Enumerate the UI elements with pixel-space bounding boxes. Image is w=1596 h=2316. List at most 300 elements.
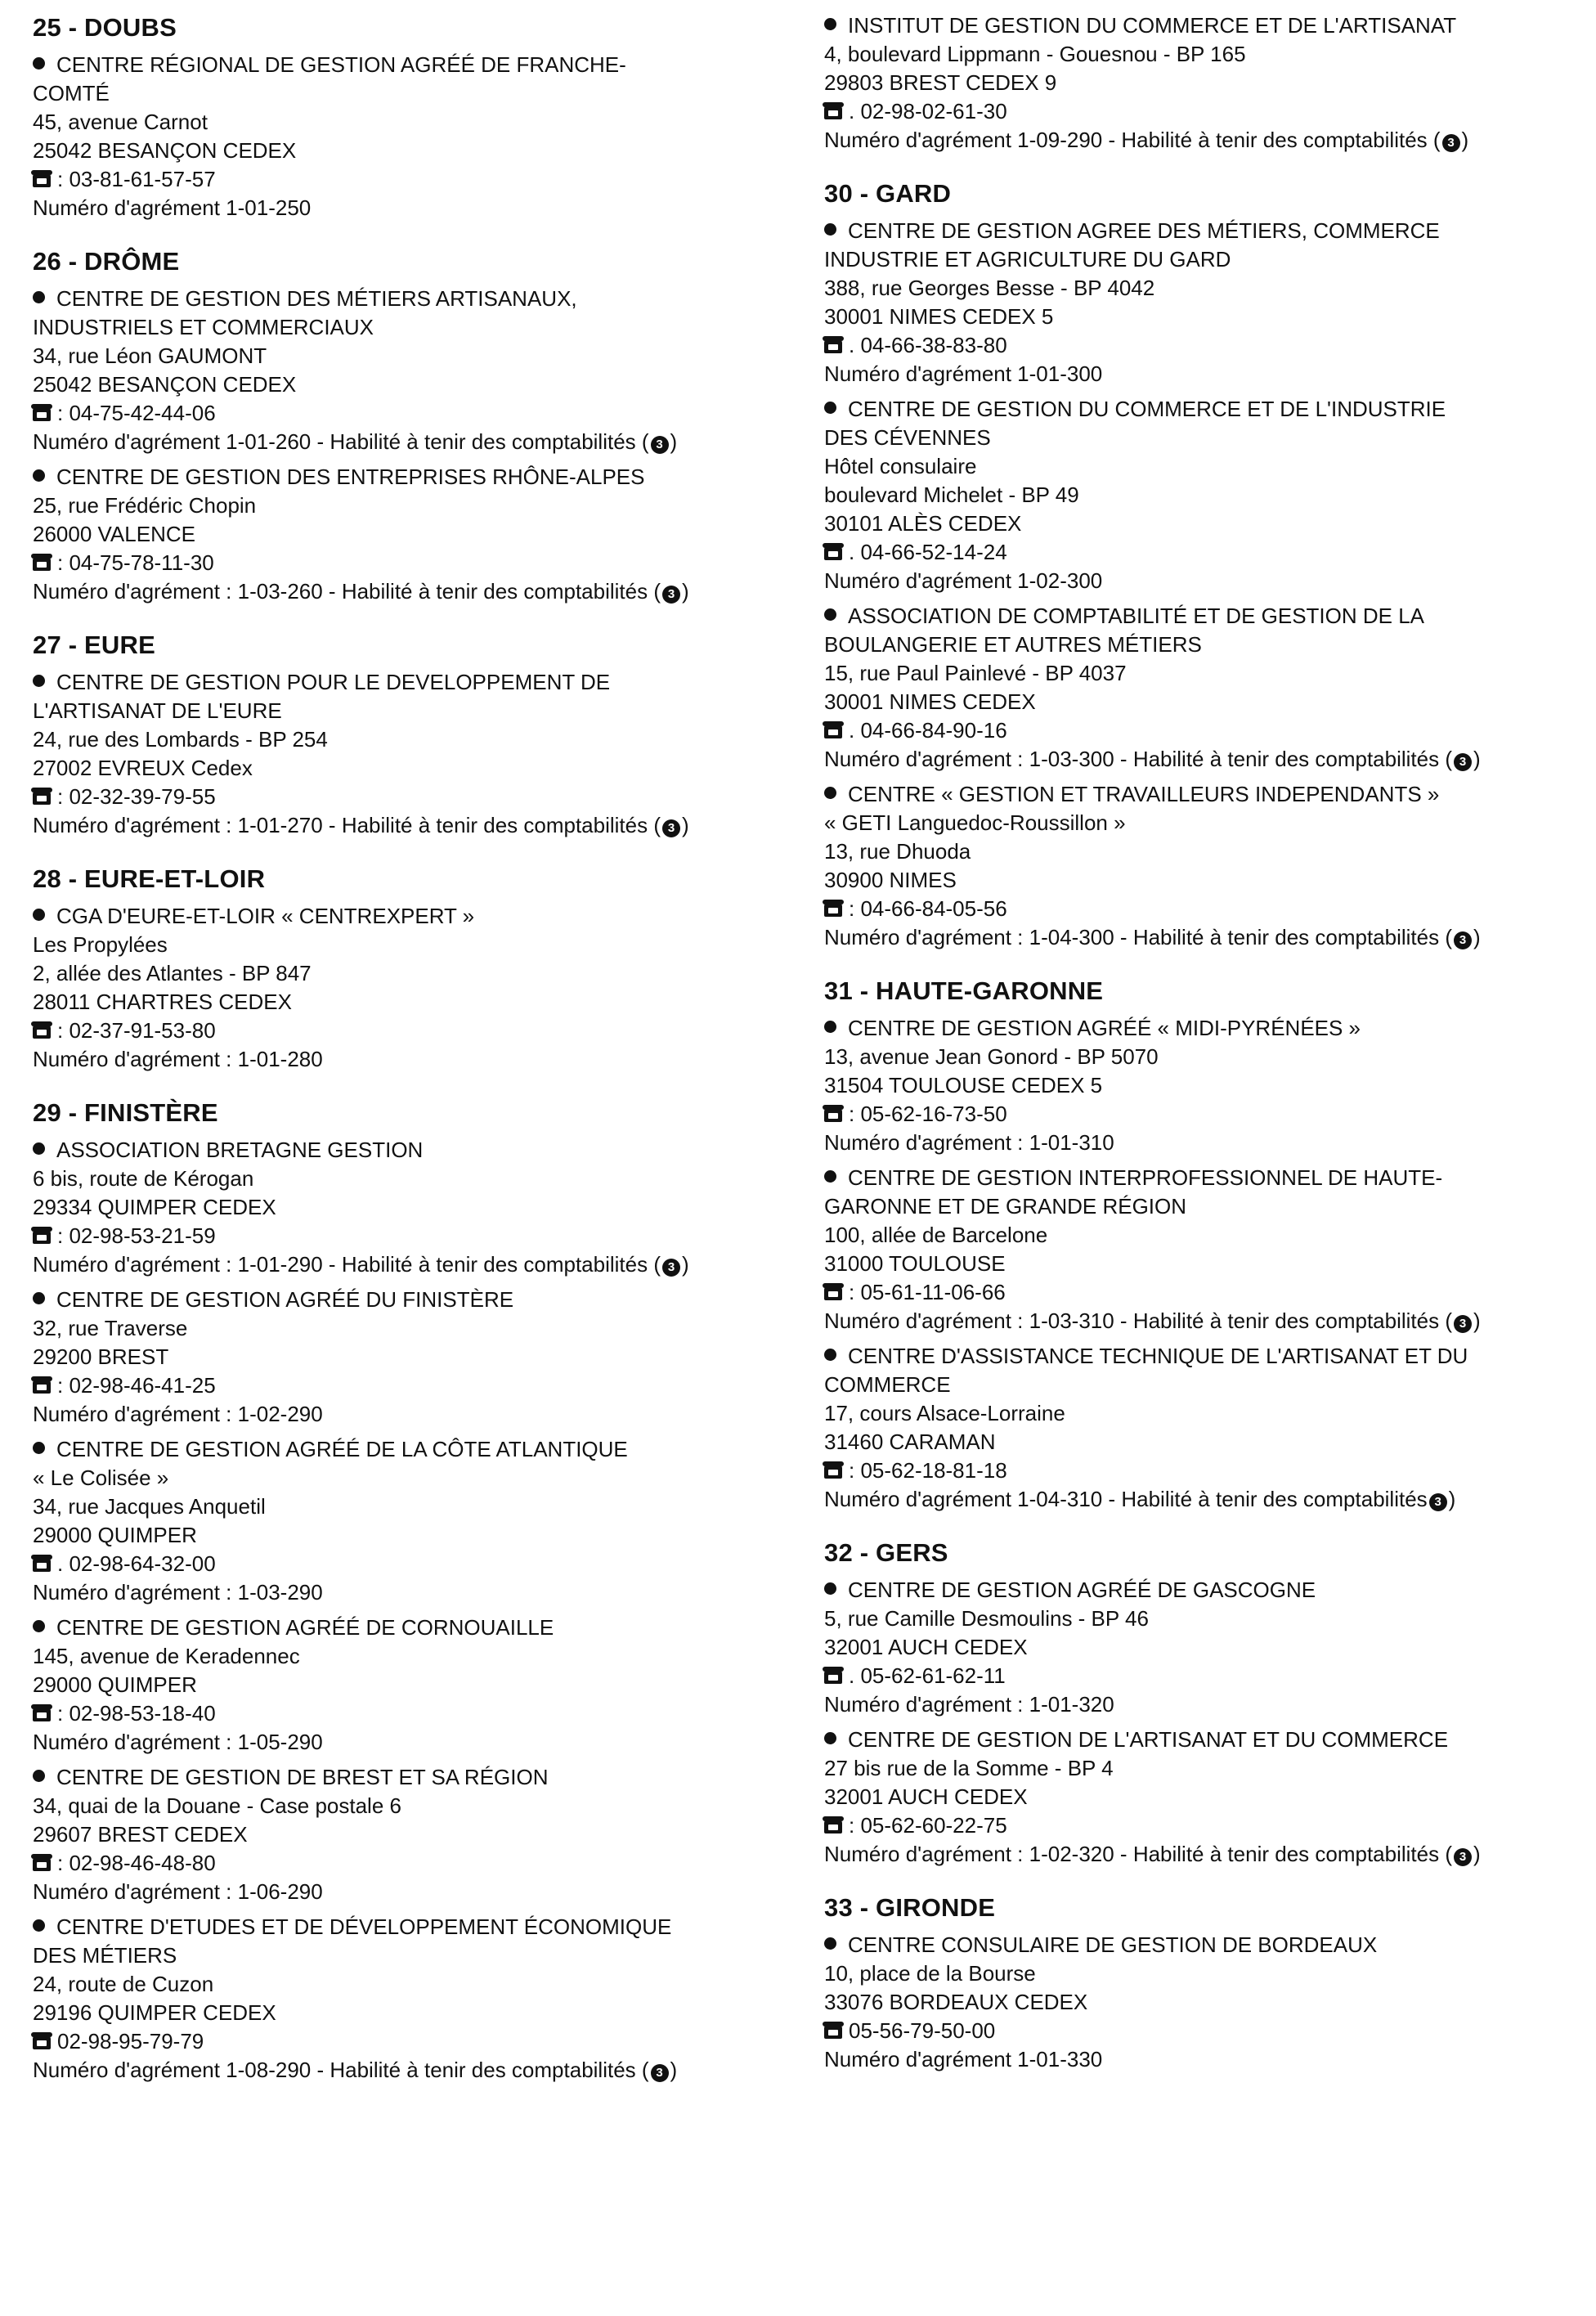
address-text: boulevard Michelet - BP 49	[824, 482, 1079, 507]
address-line	[33, 1343, 781, 1371]
bullet-icon	[33, 1142, 45, 1155]
phone-number: : 02-98-46-41-25	[57, 1373, 216, 1398]
address-text: 32001 AUCH CEDEX	[824, 1635, 1028, 1659]
telephone-icon	[824, 724, 842, 738]
agrement-number: Numéro d'agrément : 1-01-290 - Habilité à tenir des comptabilités (	[33, 1252, 661, 1277]
telephone-icon	[824, 1819, 842, 1834]
address-text: 10, place de la Bourse	[824, 1961, 1036, 1986]
center-name: CENTRE DE GESTION AGRÉÉ DE GASCOGNE	[848, 1578, 1316, 1602]
agrement-number: Numéro d'agrément 1-04-310 - Habilité à tenir des comptabilités	[824, 1487, 1428, 1511]
habilite-number-icon: 3	[662, 1259, 680, 1277]
address-line	[33, 754, 781, 783]
agrement-number: Numéro d'agrément : 1-03-300 - Habilité à tenir des comptabilités (	[824, 747, 1452, 771]
agrement-line	[33, 1578, 781, 1607]
phone-number: : 05-62-18-81-18	[849, 1458, 1007, 1483]
bullet-icon	[824, 223, 836, 236]
telephone-icon	[824, 902, 842, 917]
phone-number: . 04-66-84-90-16	[849, 718, 1007, 743]
center-entry	[33, 1614, 781, 1757]
address-text: 34, rue Jacques Anquetil	[33, 1494, 266, 1519]
telephone-icon	[33, 173, 51, 187]
telephone-icon	[824, 105, 842, 119]
center-entry	[33, 285, 781, 456]
address-line	[33, 959, 781, 988]
address-line	[824, 1988, 1576, 2017]
center-name-line	[824, 780, 1576, 809]
telephone-icon	[33, 1707, 51, 1721]
agrement-number: Numéro d'agrément 1-01-250	[33, 195, 312, 220]
address-line	[824, 274, 1576, 303]
telephone-icon	[33, 1557, 51, 1572]
center-name: CENTRE DE GESTION DE BREST ET SA RÉGION	[56, 1765, 549, 1789]
bullet-icon	[33, 1442, 45, 1454]
agrement-line	[824, 2045, 1576, 2074]
agrement-number: Numéro d'agrément : 1-02-290	[33, 1402, 323, 1426]
phone-number: : 02-98-53-18-40	[57, 1701, 216, 1726]
left-column	[33, 11, 781, 2107]
telephone-icon	[33, 556, 51, 571]
agrement-number: Numéro d'agrément 1-01-260 - Habilité à tenir des comptabilités (	[33, 429, 649, 454]
address-text: 4, boulevard Lippmann - Gouesnou - BP 165	[824, 42, 1246, 66]
address-text: 29334 QUIMPER CEDEX	[33, 1195, 276, 1219]
telephone-icon	[33, 1024, 51, 1039]
address-line	[824, 1754, 1576, 1783]
agrement-close: )	[682, 813, 689, 837]
address-text: « GETI Languedoc-Roussillon »	[824, 810, 1126, 835]
phone-number: . 02-98-64-32-00	[57, 1551, 216, 1576]
address-text: 25, rue Frédéric Chopin	[33, 493, 257, 518]
telephone-icon	[33, 1379, 51, 1394]
address-text: 29607 BREST CEDEX	[33, 1822, 248, 1847]
department-title: 32 - GERS	[824, 1538, 948, 1567]
habilite-number-icon: 3	[1454, 931, 1472, 949]
address-text: 30900 NIMES	[824, 868, 957, 892]
center-entry	[33, 668, 781, 840]
bullet-icon	[824, 1582, 836, 1595]
phone-line	[33, 1849, 781, 1878]
center-name-line	[33, 1913, 781, 1941]
center-entry	[824, 217, 1576, 388]
phone-line	[824, 538, 1576, 567]
department-title: 27 - EURE	[33, 631, 155, 659]
address-line	[824, 509, 1576, 538]
department-section	[824, 1537, 1576, 1869]
telephone-icon	[33, 1229, 51, 1244]
address-text: 6 bis, route de Kérogan	[33, 1166, 254, 1191]
center-name: ASSOCIATION BRETAGNE GESTION	[56, 1138, 424, 1162]
center-name-line	[33, 1435, 781, 1464]
phone-line	[33, 1017, 781, 1045]
center-name: CENTRE DE GESTION AGRÉÉ DE LA CÔTE ATLANTIQUE	[56, 1437, 628, 1461]
address-text: 15, rue Paul Painlevé - BP 4037	[824, 661, 1127, 685]
phone-line	[33, 2027, 781, 2056]
department-section	[824, 975, 1576, 1514]
bullet-icon	[33, 469, 45, 482]
agrement-number: Numéro d'agrément : 1-03-290	[33, 1580, 323, 1605]
department-section	[33, 863, 781, 1074]
telephone-icon	[33, 790, 51, 805]
bullet-icon	[824, 1021, 836, 1033]
telephone-icon	[33, 406, 51, 421]
department-title: 31 - HAUTE-GARONNE	[824, 976, 1104, 1005]
phone-line	[824, 1662, 1576, 1690]
phone-line	[33, 783, 781, 811]
agrement-close: )	[670, 2058, 678, 2082]
agrement-close: )	[670, 429, 678, 454]
address-line	[824, 837, 1576, 866]
address-text: 34, rue Léon GAUMONT	[33, 343, 267, 368]
agrement-line	[824, 745, 1576, 774]
phone-line	[824, 895, 1576, 923]
department-section	[824, 11, 1576, 155]
address-line	[33, 1193, 781, 1222]
agrement-number: Numéro d'agrément : 1-01-310	[824, 1130, 1114, 1155]
center-name: CENTRE DE GESTION DES MÉTIERS ARTISANAUX,	[56, 286, 577, 311]
center-name-line	[33, 1136, 781, 1165]
center-entry	[824, 395, 1576, 595]
address-text: Les Propylées	[33, 932, 168, 957]
agrement-number: Numéro d'agrément 1-02-300	[824, 568, 1103, 593]
agrement-line	[33, 811, 781, 840]
telephone-icon	[824, 545, 842, 560]
telephone-icon	[824, 1107, 842, 1122]
address-line	[824, 809, 1576, 837]
habilite-number-icon: 3	[1454, 1315, 1472, 1333]
phone-line	[33, 1371, 781, 1400]
address-text: 28011 CHARTRES CEDEX	[33, 990, 292, 1014]
telephone-icon	[33, 1856, 51, 1871]
address-text: 29803 BREST CEDEX 9	[824, 70, 1057, 95]
address-line	[33, 931, 781, 959]
phone-number: : 02-98-53-21-59	[57, 1223, 216, 1248]
center-name-line	[824, 602, 1576, 631]
address-line	[824, 866, 1576, 895]
department-title: 29 - FINISTÈRE	[33, 1098, 218, 1127]
phone-line	[824, 1811, 1576, 1840]
bullet-icon	[824, 1349, 836, 1361]
address-text: 29200 BREST	[33, 1344, 169, 1369]
agrement-number: Numéro d'agrément : 1-04-300 - Habilité à tenir des comptabilités (	[824, 925, 1452, 949]
agrement-line	[33, 2056, 781, 2085]
center-entry	[824, 780, 1576, 952]
telephone-icon	[33, 2035, 51, 2049]
agrement-number: Numéro d'agrément : 1-01-320	[824, 1692, 1114, 1717]
phone-line	[824, 716, 1576, 745]
address-text: DES CÉVENNES	[824, 425, 991, 450]
department-title: 26 - DRÔME	[33, 247, 180, 276]
center-name-line	[824, 217, 1576, 245]
agrement-line	[33, 1878, 781, 1906]
address-text: INDUSTRIELS ET COMMERCIAUX	[33, 315, 374, 339]
address-text: 31000 TOULOUSE	[824, 1251, 1006, 1276]
center-name-line	[33, 1614, 781, 1642]
address-text: 13, rue Dhuoda	[824, 839, 971, 864]
agrement-line	[33, 428, 781, 456]
telephone-icon	[824, 1286, 842, 1300]
agrement-line	[824, 360, 1576, 388]
address-text: 13, avenue Jean Gonord - BP 5070	[824, 1044, 1159, 1069]
agrement-number: Numéro d'agrément : 1-01-270 - Habilité à tenir des comptabilités (	[33, 813, 661, 837]
address-text: 32001 AUCH CEDEX	[824, 1784, 1028, 1809]
address-line	[33, 1820, 781, 1849]
address-line	[33, 491, 781, 520]
center-name: CENTRE DE GESTION AGRÉÉ DU FINISTÈRE	[56, 1287, 514, 1312]
bullet-icon	[824, 787, 836, 799]
phone-line	[33, 1699, 781, 1728]
center-name: CENTRE DE GESTION DES ENTREPRISES RHÔNE-ALPES	[56, 465, 645, 489]
phone-number: : 03-81-61-57-57	[57, 167, 216, 191]
address-line	[824, 69, 1576, 97]
address-line	[33, 1314, 781, 1343]
center-entry	[824, 1014, 1576, 1157]
center-entry	[824, 1931, 1576, 2074]
habilite-number-icon: 3	[1442, 134, 1460, 152]
agrement-close: )	[1461, 128, 1469, 152]
agrement-line	[33, 1045, 781, 1074]
address-line	[33, 1970, 781, 1999]
address-text: 33076 BORDEAUX CEDEX	[824, 1990, 1088, 2014]
agrement-number: Numéro d'agrément 1-09-290 - Habilité à tenir des comptabilités (	[824, 128, 1441, 152]
department-section	[33, 1097, 781, 2085]
bullet-icon	[824, 1937, 836, 1950]
center-name: INSTITUT DE GESTION DU COMMERCE ET DE L'ARTISANAT	[848, 13, 1457, 38]
agrement-line	[33, 1728, 781, 1757]
address-text: 30001 NIMES CEDEX	[824, 689, 1036, 714]
address-line	[33, 1464, 781, 1492]
address-line	[824, 1783, 1576, 1811]
phone-number: : 05-62-16-73-50	[849, 1102, 1007, 1126]
center-entry	[33, 1763, 781, 1906]
department-title: 33 - GIRONDE	[824, 1893, 996, 1922]
address-text: INDUSTRIE ET AGRICULTURE DU GARD	[824, 247, 1231, 272]
phone-line	[33, 399, 781, 428]
address-text: DES MÉTIERS	[33, 1943, 177, 1968]
bullet-icon	[824, 608, 836, 621]
telephone-icon	[824, 339, 842, 353]
agrement-line	[824, 1690, 1576, 1719]
address-line	[824, 1071, 1576, 1100]
address-line	[33, 1792, 781, 1820]
address-line	[824, 1250, 1576, 1278]
center-name: ASSOCIATION DE COMPTABILITÉ ET DE GESTION DE LA	[848, 604, 1425, 628]
bullet-icon	[33, 1292, 45, 1304]
phone-number: : 04-66-84-05-56	[849, 896, 1007, 921]
center-name-line	[824, 1576, 1576, 1605]
center-name: CENTRE DE GESTION INTERPROFESSIONNEL DE HAUTE-	[848, 1165, 1443, 1190]
agrement-number: Numéro d'agrément 1-08-290 - Habilité à tenir des comptabilités (	[33, 2058, 649, 2082]
address-line	[33, 520, 781, 549]
phone-number: 05-56-79-50-00	[849, 2018, 996, 2043]
address-line	[824, 303, 1576, 331]
right-column	[824, 11, 1576, 2097]
address-line	[824, 659, 1576, 688]
department-section	[33, 11, 781, 222]
address-text: 29000 QUIMPER	[33, 1523, 197, 1547]
address-line	[33, 1941, 781, 1970]
phone-line	[824, 2017, 1576, 2045]
agrement-number: Numéro d'agrément : 1-03-310 - Habilité à tenir des comptabilités (	[824, 1308, 1452, 1333]
bullet-icon	[33, 909, 45, 921]
phone-line	[33, 165, 781, 194]
address-text: 27002 EVREUX Cedex	[33, 756, 253, 780]
agrement-line	[824, 1307, 1576, 1335]
address-text: 5, rue Camille Desmoulins - BP 46	[824, 1606, 1149, 1631]
department-section	[33, 629, 781, 840]
address-line	[33, 342, 781, 370]
phone-number: . 02-98-02-61-30	[849, 99, 1007, 123]
agrement-line	[33, 1400, 781, 1429]
phone-number: . 05-62-61-62-11	[849, 1663, 1006, 1688]
department-title: 25 - DOUBS	[33, 13, 177, 42]
address-line	[824, 1043, 1576, 1071]
center-name-line	[824, 1931, 1576, 1959]
agrement-line	[33, 577, 781, 606]
agrement-close: )	[682, 1252, 689, 1277]
habilite-number-icon: 3	[651, 2064, 669, 2082]
habilite-number-icon: 3	[662, 586, 680, 604]
bullet-icon	[33, 291, 45, 303]
center-name: CENTRE CONSULAIRE DE GESTION DE BORDEAUX	[848, 1932, 1378, 1957]
address-text: 30101 ALÈS CEDEX	[824, 511, 1022, 536]
address-text: « Le Colisée »	[33, 1465, 169, 1490]
address-line	[33, 137, 781, 165]
habilite-number-icon: 3	[1454, 1848, 1472, 1866]
address-text: BOULANGERIE ET AUTRES MÉTIERS	[824, 632, 1202, 657]
address-line	[824, 1428, 1576, 1456]
address-text: 17, cours Alsace-Lorraine	[824, 1401, 1065, 1425]
address-text: 24, route de Cuzon	[33, 1972, 214, 1996]
address-line	[33, 1165, 781, 1193]
agrement-close: )	[1473, 747, 1481, 771]
agrement-line	[824, 567, 1576, 595]
department-section	[824, 177, 1576, 952]
agrement-line	[824, 923, 1576, 952]
address-line	[824, 631, 1576, 659]
address-text: 31504 TOULOUSE CEDEX 5	[824, 1073, 1103, 1097]
department-section	[824, 1892, 1576, 2074]
phone-line	[824, 97, 1576, 126]
address-line	[824, 1399, 1576, 1428]
address-text: 24, rue des Lombards - BP 254	[33, 727, 328, 752]
bullet-icon	[824, 1170, 836, 1183]
center-name-line	[33, 463, 781, 491]
center-name: CENTRE DE GESTION DU COMMERCE ET DE L'INDUSTRIE	[848, 397, 1446, 421]
center-name-line	[824, 1164, 1576, 1192]
center-entry	[824, 602, 1576, 774]
department-title: 28 - EURE-ET-LOIR	[33, 864, 266, 893]
agrement-number: Numéro d'agrément 1-01-300	[824, 361, 1103, 386]
address-line	[824, 481, 1576, 509]
phone-number: . 04-66-52-14-24	[849, 540, 1007, 564]
center-name-line	[824, 1726, 1576, 1754]
agrement-number: Numéro d'agrément : 1-05-290	[33, 1730, 323, 1754]
phone-line	[33, 549, 781, 577]
phone-line	[33, 1550, 781, 1578]
address-line	[33, 725, 781, 754]
center-name: CENTRE DE GESTION POUR LE DEVELOPPEMENT DE	[56, 670, 611, 694]
phone-line	[824, 331, 1576, 360]
center-entry	[824, 11, 1576, 155]
telephone-icon	[824, 1669, 842, 1684]
center-name: CENTRE D'ETUDES ET DE DÉVELOPPEMENT ÉCONOMIQUE	[56, 1914, 672, 1939]
address-text: 29196 QUIMPER CEDEX	[33, 2000, 276, 2025]
center-entry	[824, 1164, 1576, 1335]
phone-number: : 02-37-91-53-80	[57, 1018, 216, 1043]
bullet-icon	[33, 1620, 45, 1632]
bullet-icon	[824, 402, 836, 414]
address-text: 31460 CARAMAN	[824, 1430, 996, 1454]
address-text: Hôtel consulaire	[824, 454, 977, 478]
address-line	[824, 40, 1576, 69]
center-name-line	[824, 11, 1576, 40]
center-entry	[824, 1576, 1576, 1719]
address-line	[824, 1192, 1576, 1221]
center-entry	[33, 1913, 781, 2085]
phone-number: : 04-75-42-44-06	[57, 401, 216, 425]
agrement-close: )	[682, 579, 689, 604]
center-name-line	[33, 1763, 781, 1792]
center-name: CENTRE DE GESTION AGRÉÉ DE CORNOUAILLE	[56, 1615, 554, 1640]
address-line	[824, 1605, 1576, 1633]
agrement-close: )	[1473, 1308, 1481, 1333]
phone-number: : 02-98-46-48-80	[57, 1851, 216, 1875]
department-section	[33, 245, 781, 606]
address-line	[824, 245, 1576, 274]
agrement-line	[824, 1840, 1576, 1869]
phone-line	[33, 1222, 781, 1250]
address-line	[33, 1642, 781, 1671]
center-entry	[33, 463, 781, 606]
habilite-number-icon: 3	[1429, 1493, 1447, 1511]
center-entry	[33, 51, 781, 222]
bullet-icon	[33, 1770, 45, 1782]
agrement-line	[824, 126, 1576, 155]
address-text: 34, quai de la Douane - Case postale 6	[33, 1793, 401, 1818]
address-line	[824, 1959, 1576, 1988]
address-text: GARONNE ET DE GRANDE RÉGION	[824, 1194, 1187, 1219]
address-line	[33, 988, 781, 1017]
address-text: 100, allée de Barcelone	[824, 1223, 1048, 1247]
agrement-number: Numéro d'agrément : 1-02-320 - Habilité à tenir des comptabilités (	[824, 1842, 1452, 1866]
center-name-line	[33, 1286, 781, 1314]
address-line	[33, 1671, 781, 1699]
telephone-icon	[824, 2024, 842, 2039]
phone-number: : 05-62-60-22-75	[849, 1813, 1007, 1838]
address-line	[33, 1999, 781, 2027]
center-entry	[824, 1342, 1576, 1514]
agrement-close: )	[1473, 925, 1481, 949]
habilite-number-icon: 3	[1454, 753, 1472, 771]
address-text: COMTÉ	[33, 81, 110, 105]
habilite-number-icon: 3	[651, 436, 669, 454]
address-line	[33, 370, 781, 399]
agrement-line	[824, 1485, 1576, 1514]
habilite-number-icon: 3	[662, 819, 680, 837]
address-line	[824, 1221, 1576, 1250]
agrement-line	[824, 1129, 1576, 1157]
center-name: CENTRE RÉGIONAL DE GESTION AGRÉÉ DE FRANCHE-	[56, 52, 626, 77]
center-name: CENTRE DE GESTION DE L'ARTISANAT ET DU COMMERCE	[848, 1727, 1449, 1752]
address-text: 2, allée des Atlantes - BP 847	[33, 961, 312, 985]
phone-line	[824, 1278, 1576, 1307]
address-text: 27 bis rue de la Somme - BP 4	[824, 1756, 1114, 1780]
address-text: 45, avenue Carnot	[33, 110, 208, 134]
agrement-number: Numéro d'agrément 1-01-330	[824, 2047, 1103, 2071]
center-name: CENTRE DE GESTION AGREE DES MÉTIERS, COMMERCE	[848, 218, 1440, 243]
phone-number: : 02-32-39-79-55	[57, 784, 216, 809]
address-line	[824, 1371, 1576, 1399]
address-line	[33, 313, 781, 342]
